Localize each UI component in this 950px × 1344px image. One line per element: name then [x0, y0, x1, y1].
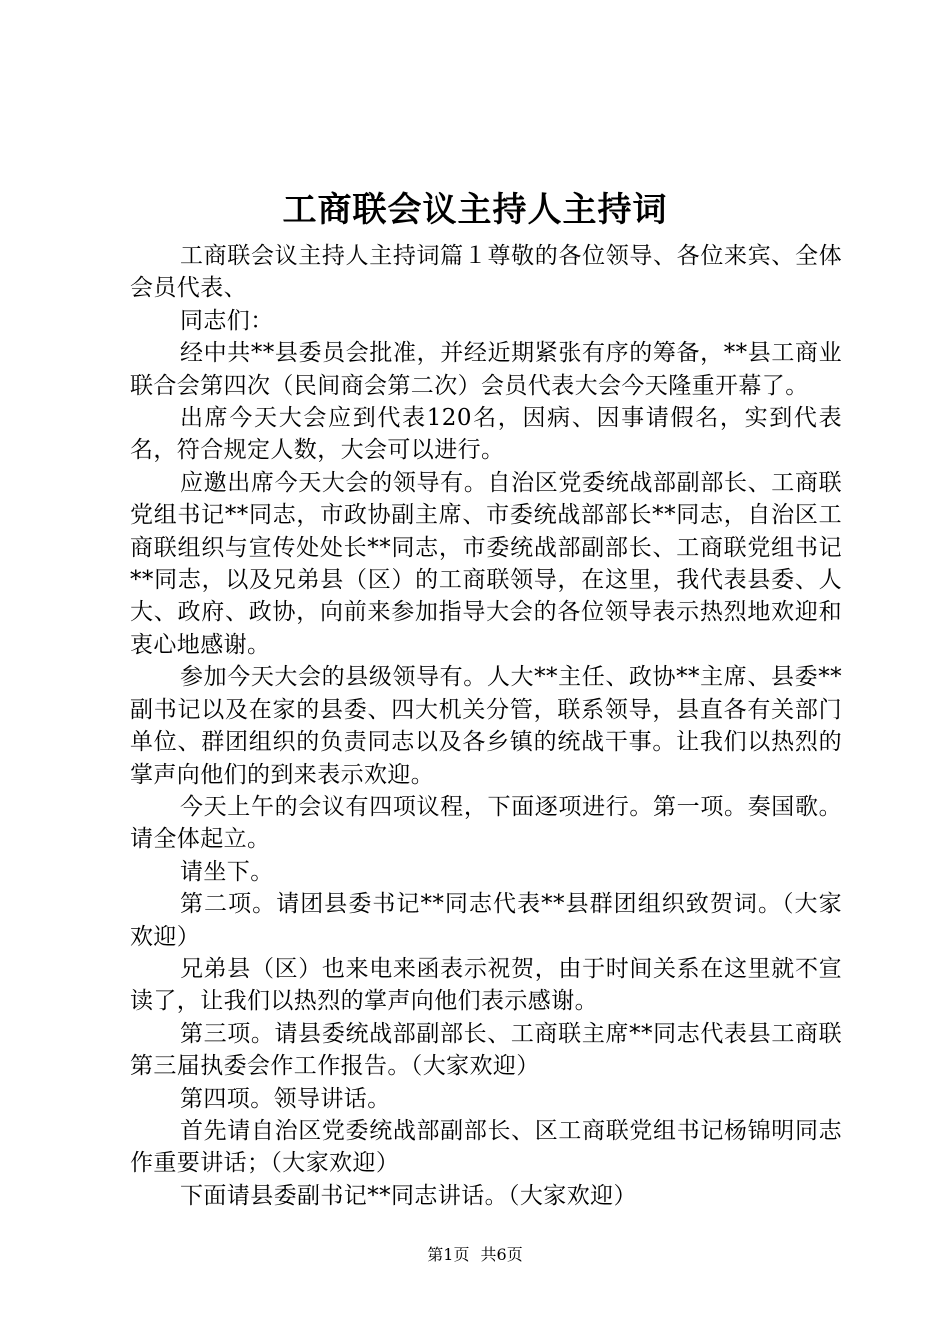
page-footer — [0, 1244, 950, 1266]
paragraph: 首先请自治区党委统战部副部长、区工商联党组书记杨锦明同志作重要讲话；（大家欢迎） — [130, 1117, 842, 1177]
paragraph: 出席今天大会应到代表120名，因病、因事请假名，实到代表名，符合规定人数，大会可以进行。 — [130, 405, 842, 464]
paragraph: 兄弟县（区）也来电来函表示祝贺，由于时间关系在这里就不宣读了，让我们以热烈的掌声向他们表示感谢。 — [130, 955, 842, 1015]
paragraph: 应邀出席今天大会的领导有。自治区党委统战部副部长、工商联党组书记**同志，市政协副主席、市委统战部部长**同志，自治区工商联组织与宣传处处长**同志，市委统战部副部长、工商联党组书记**同志，以及兄弟县（区）的工商联领导，在这里，我代表县委、人大、政府、政协，向前来参加指导大会的各位领导表示热烈地欢迎和衷心地感谢。 — [130, 469, 842, 658]
paragraph: 同志们： — [180, 307, 274, 334]
page-number: 第1页 — [427, 1245, 470, 1264]
paragraph: 第四项。领导讲话。 — [180, 1085, 391, 1112]
document-body — [130, 240, 842, 1212]
paragraph: 下面请县委副书记**同志讲话。（大家欢迎） — [180, 1182, 637, 1209]
paragraph: 请坐下。 — [180, 858, 274, 885]
paragraph: 第二项。请团县委书记**同志代表**县群团组织致贺词。（大家欢迎） — [130, 891, 842, 950]
paragraph: 经中共**县委员会批准，并经近期紧张有序的筹备，**县工商业联合会第四次（民间商会第二次）会员代表大会今天隆重开幕了。 — [130, 340, 842, 399]
paragraph: 第三项。请县委统战部副部长、工商联主席**同志代表县工商联第三届执委会作工作报告。（大家欢迎） — [130, 1020, 842, 1080]
page-total: 共6页 — [480, 1245, 523, 1264]
paragraph: 今天上午的会议有四项议程，下面逐项进行。第一项。奏国歌。请全体起立。 — [130, 793, 842, 853]
paragraph: 参加今天大会的县级领导有。人大**主任、政协**主席、县委**副书记以及在家的县委、四大机关分管，联系领导，县直各有关部门单位、群团组织的负责同志以及各乡镇的统战干事。让我们以热烈的掌声向他们的到来表示欢迎。 — [130, 664, 842, 788]
document-title: 工商联会议主持人主持词 — [282, 190, 668, 230]
paragraph: 工商联会议主持人主持词篇１尊敬的各位领导、各位来宾、全体会员代表、 — [130, 243, 842, 302]
